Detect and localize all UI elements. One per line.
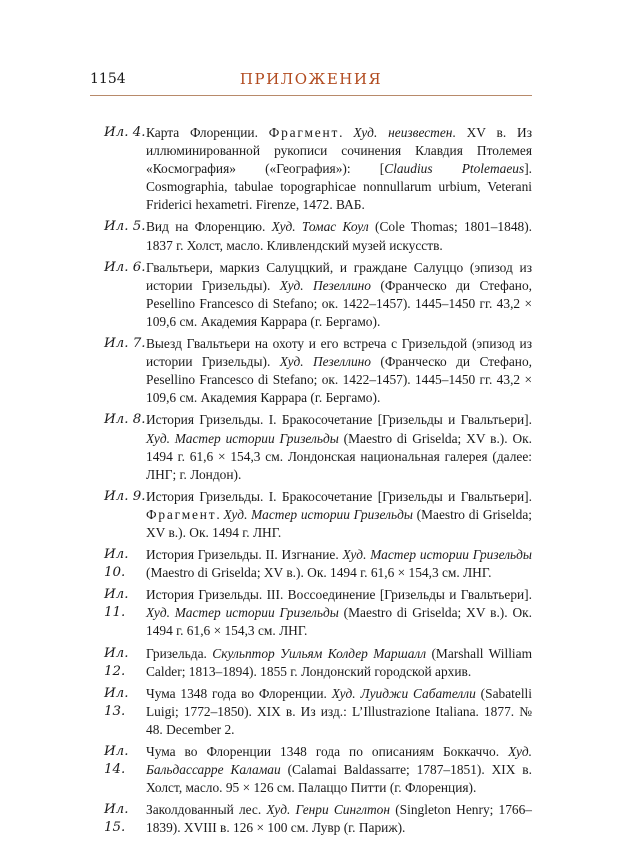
caption-text: (Maestro di Griselda; XV в.). Ок. 1494 г. 61,6 × 154,3 см. ЛНГ. <box>146 605 532 639</box>
illustration-caption <box>146 259 532 331</box>
caption-text: (Marshall William Calder; 1813–1894). 1855 г. Лондонский городской архив. <box>146 645 532 679</box>
illustration-caption <box>146 488 532 542</box>
caption-italic-text: Худ. Пезеллино <box>279 354 371 370</box>
caption-text: Заколдованный лес. <box>146 802 267 818</box>
illustration-caption <box>146 411 532 483</box>
illustration-label: Ил. 11. <box>104 587 129 621</box>
caption-text: История Гризельды. II. Изгнание. <box>146 547 343 563</box>
illustration-caption <box>146 685 532 739</box>
illustration-label: Ил. 5. <box>104 219 146 235</box>
caption-text: (Maestro di Griselda; XV в.). Ок. 1494 г. 61,6 × 154,3 см. ЛНГ. <box>146 565 492 581</box>
caption-text: (Франческо ди Стефано, Pesellino Francesco di Stefano; ок. 1422–1457). 1445–1450 гг. 43,2 × 109,6 см. Академия Каррара (г. Бергамо). <box>146 354 532 406</box>
caption-text: Гвальтьери, маркиз Салуццкий, и граждане Салуццо (эпизод из истории Гризельды). <box>146 259 532 293</box>
caption-text: Фрагмент <box>146 506 217 522</box>
caption-text: . XV в. Из иллюминированной рукописи сочинения Клавдия Птолемея «Космография» («География»): [ <box>146 125 533 177</box>
illustration-entry <box>90 645 532 681</box>
caption-text: . <box>339 125 354 140</box>
illustration-entry <box>90 743 532 797</box>
illustration-label: Ил. 4. <box>104 125 146 140</box>
caption-italic-text: Худ. Мастер истории Гризельды <box>223 506 413 522</box>
illustration-caption <box>146 124 532 214</box>
caption-text: Выезд Гвальтьери на охоту и его встреча с Гризельдой (эпизод из истории Гризельды). <box>146 336 532 370</box>
page-number: 1154 <box>90 71 126 87</box>
illustration-entry <box>90 586 532 640</box>
caption-text: (Singleton Henry; 1766–1839). XVIII в. 126 × 100 см. Лувр (г. Париж). <box>146 802 533 836</box>
caption-text: (Sabatelli Luigi; 1772–1850). XIX в. Из изд.: L’Illustrazione Italiana. 1877. № 48. December 2. <box>146 685 532 737</box>
illustration-entry <box>90 218 532 254</box>
illustration-caption <box>146 645 532 681</box>
section-title: ПРИЛОЖЕНИЯ <box>239 70 383 88</box>
running-header <box>90 70 532 94</box>
illustration-caption <box>146 546 532 582</box>
caption-italic-text: Худ. Луиджи Сабателли <box>331 685 476 701</box>
caption-text: История Гризельды. I. Бракосочетание [Гризельды и Гвальтьери]. <box>146 488 532 504</box>
caption-italic-text: Худ. Мастер истории Гризельды <box>146 430 339 446</box>
caption-text: . <box>216 506 224 522</box>
caption-text: История Гризельды. I. Бракосочетание [Гризельды и Гвальтьери]. <box>146 412 532 428</box>
caption-text: Вид на Флоренцию. <box>146 219 272 235</box>
caption-italic-text: Худ. Мастер истории Гризельды <box>342 547 532 563</box>
caption-text: Гризельда. <box>146 645 213 661</box>
illustration-caption <box>146 218 532 254</box>
caption-text: Чума во Флоренции 1348 года по описаниям Боккаччо. <box>146 744 509 759</box>
caption-italic-text: Худ. Мастер истории Гризельды <box>146 605 339 621</box>
caption-italic-text: Худ. Бальдассарре Каламаи <box>146 744 532 778</box>
caption-text: История Гризельды. III. Воссоединение [Гризельды и Гвальтьери]. <box>146 587 532 603</box>
illustration-label: Ил. 14. <box>104 744 129 778</box>
caption-italic-text: Худ. Томас Коул <box>271 219 369 235</box>
illustration-entry <box>90 546 532 582</box>
caption-text: (Calamai Baldassarre; 1787–1851). XIX в. Холст, масло. 95 × 126 см. Палаццо Питти (г. Флоренция). <box>146 762 532 796</box>
caption-text: (Франческо ди Стефано, Pesellino Francesco di Stefano; ок. 1422–1457). 1445–1450 гг. 43,2 × 109,6 см. Академия Каррара (г. Бергамо). <box>146 277 532 329</box>
illustration-entry <box>90 411 532 483</box>
illustration-caption <box>146 586 532 640</box>
caption-italic-text: Худ. Пезеллино <box>279 277 371 293</box>
illustration-label: Ил. 9. <box>104 488 146 504</box>
caption-text: (Cole Thomas; 1801–1848). 1837 г. Холст, масло. Кливлендский музей искусств. <box>146 219 533 253</box>
illustration-caption <box>146 743 532 797</box>
caption-text: ]. Cosmographia, tabulae topographicae nonnullarum urbium, Veterani Friderici hexametri. Firenze, 1472. ВАБ. <box>146 161 532 213</box>
illustration-label: Ил. 13. <box>104 685 129 719</box>
illustration-list <box>90 124 532 841</box>
caption-italic-text: Скульптор Уильям Колдер Маршалл <box>212 645 427 661</box>
illustration-label: Ил. 6. <box>104 259 146 275</box>
illustration-entry <box>90 801 532 837</box>
illustration-caption <box>146 801 532 837</box>
header-rule <box>90 95 532 96</box>
illustration-caption <box>146 335 532 407</box>
illustration-label: Ил. 10. <box>104 547 129 581</box>
caption-text: (Maestro di Griselda; XV в.). Ок. 1494 г. 61,6 × 154,3 см. Лондонская национальная галерея (далее: ЛНГ; г. Лондон). <box>146 430 532 482</box>
caption-italic-text: Claudius Ptolemaeus <box>384 161 525 177</box>
illustration-label: Ил. 7. <box>104 336 146 352</box>
illustration-entry <box>90 259 532 331</box>
caption-italic-text: Худ. Генри Синглтон <box>266 802 391 818</box>
illustration-label: Ил. 8. <box>104 412 146 428</box>
caption-text: (Maestro di Griselda; XV в.). Ок. 1494 г. ЛНГ. <box>146 506 533 540</box>
illustration-entry <box>90 685 532 739</box>
illustration-label: Ил. 15. <box>104 802 129 836</box>
caption-text: Чума 1348 года во Флоренции. <box>146 685 332 701</box>
illustration-label: Ил. 12. <box>104 645 129 679</box>
illustration-entry <box>90 488 532 542</box>
illustration-entry <box>90 124 532 214</box>
illustration-entry <box>90 335 532 407</box>
caption-text: Карта Флоренции. <box>146 125 269 140</box>
caption-italic-text: Худ. неизвестен <box>353 125 453 140</box>
caption-text: Фрагмент <box>268 125 340 140</box>
